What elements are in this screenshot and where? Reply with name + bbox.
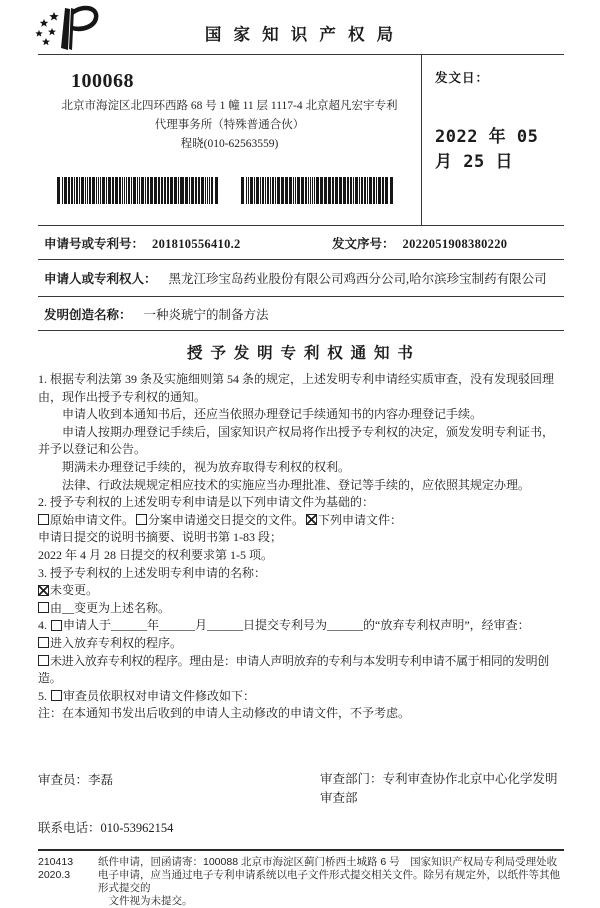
form-code-1: 210413 (38, 855, 74, 868)
checkbox-enter-abandon[interactable] (38, 637, 49, 648)
application-number-value: 201810556410.2 (152, 237, 241, 251)
masthead (38, 0, 564, 55)
section4-option-enter (38, 635, 564, 653)
dispatch-date-cell (421, 55, 564, 225)
examiner-name: 李磊 (88, 772, 114, 787)
paragraph-1: 1. 根据专利法第 39 条及实施细则第 54 条的规定，上述发明专利申请经实质审查，没有发现驳回理由，现作出授予专利权的通知。 (38, 372, 555, 404)
option-not-enter-abandon-label: 未进入放弃专利权的程序。理由是：申请人声明放弃的专利与本发明专利申请不属于相同的发明创造。 (38, 653, 549, 686)
section3-option-changed (38, 600, 564, 618)
paragraph-2: 申请人收到本通知书后，还应当依照办理登记手续通知书的内容办理登记手续。 (62, 407, 483, 422)
department-name: 专利审查协作北京中心化学发明审查部 (320, 771, 558, 806)
paragraph-3: 申请人按期办理登记手续后，国家知识产权局将作出授予专利权的决定，颁发发明专利证书，并予以登记和公告。 (38, 424, 555, 457)
application-number-label: 申请号或专利号： (44, 237, 145, 251)
section3-intro: 3. 授予专利权的上述发明专利申请的名称： (38, 565, 267, 580)
footer-note-3: 文件视为未提交。 (108, 894, 193, 907)
option-divisional-files-label: 分案申请递交日提交的文件。 (148, 512, 305, 527)
serial-number-pair (332, 234, 507, 252)
checkbox-divisional-files[interactable] (136, 514, 147, 525)
address-line-1: 北京市海淀区北四环西路 68 号 1 幢 11 层 1117-4 北京超凡宏宇专利 (61, 100, 398, 112)
postal-code: 100068 (71, 70, 134, 92)
invention-title-row (38, 297, 564, 331)
agency-title: 国 家 知 识 产 权 局 (204, 25, 398, 44)
section2-intro: 2. 授予专利权的上述发明专利申请是以下列申请文件为基础的： (38, 495, 375, 510)
option-following-files-label: 下列申请文件： (318, 512, 403, 527)
barcode-row (57, 177, 421, 204)
document-title: 授 予 发 明 专 利 权 通 知 书 (187, 345, 415, 362)
section2-doc-line-2: 2022 年 4 月 28 日提交的权利要求第 1-5 项。 (38, 547, 273, 562)
applicant-label: 申请人或专利权人： (44, 272, 157, 286)
invention-title-value: 一种炎琥宁的制备方法 (143, 308, 269, 322)
section5-number: 5. (38, 688, 47, 703)
cnipa-emblem-icon (32, 6, 116, 52)
signature-block (38, 770, 564, 809)
checkbox-not-enter-abandon[interactable] (38, 655, 49, 666)
application-number-pair (44, 234, 332, 252)
section4-number: 4. (38, 618, 47, 633)
applicant-value: 黑龙江珍宝岛药业股份有限公司鸡西分公司,哈尔滨珍宝制药有限公司 (168, 272, 547, 286)
applicant-row (38, 260, 564, 297)
checkbox-name-unchanged[interactable] (38, 585, 49, 596)
department-line (320, 770, 564, 809)
dispatch-date-value: 2022 年 05 月 25 日 (435, 127, 539, 172)
section2-options (38, 512, 564, 530)
section2-doc-line-1: 申请日提交的说明书摘要、说明书第 1-83 段； (38, 530, 282, 545)
barcode-right-icon (241, 177, 393, 204)
serial-number-label: 发文序号： (332, 237, 395, 251)
checkbox-abandon-statement[interactable] (51, 620, 62, 631)
notice-body (38, 371, 564, 723)
phone-number: 010-53962154 (100, 820, 174, 835)
remark-line: 注：在本通知书发出后收到的申请人主动修改的申请文件，不予考虑。 (38, 706, 411, 721)
dispatch-date-label: 发文日： (435, 71, 490, 85)
footer-notes (98, 856, 564, 908)
phone-line (38, 818, 564, 836)
section5-intro-text: 审查员依职权对申请文件修改如下： (63, 688, 256, 703)
form-codes (38, 856, 98, 908)
examiner-line (38, 770, 320, 809)
checkbox-following-files[interactable] (306, 514, 317, 525)
recipient-address-block (38, 55, 421, 225)
invention-title-label: 发明创造名称： (44, 308, 132, 322)
section4-intro-text: 申请人于______年______月______日提交专利号为______的“放弃专利权声明”，经审查： (63, 618, 530, 633)
phone-label: 联系电话： (38, 820, 101, 835)
examiner-label: 审查员： (38, 772, 89, 787)
section5-intro (38, 688, 564, 706)
paragraph-4: 期满未办理登记手续的，视为放弃取得专利权的权利。 (62, 459, 351, 474)
checkbox-name-changed[interactable] (38, 602, 49, 613)
section4-option-not-enter (38, 653, 564, 688)
address-line-3: 程晓(010-62563559) (180, 138, 279, 150)
footer-note-2: 电子申请，应当通过电子专利申请系统以电子文件形式提交相关文件。除另有规定外，以纸件等其他形式提交的 (98, 868, 560, 894)
checkbox-original-files[interactable] (38, 514, 49, 525)
address-line-2: 代理事务所（特殊普通合伙） (154, 119, 305, 131)
paragraph-5: 法律、行政法规规定相应技术的实施应当办理批准、登记等手续的，应依照其规定办理。 (62, 477, 531, 492)
option-name-unchanged-label: 未变更。 (50, 583, 99, 598)
option-name-changed-label: 由__变更为上述名称。 (50, 600, 171, 615)
footer-note-1: 纸件申请，回函请寄：100088 北京市海淀区蓟门桥西土城路 6 号 国家知识产权局专利局受理处收 (98, 855, 558, 868)
option-original-files-label: 原始申请文件。 (50, 512, 135, 527)
department-label: 审查部门： (320, 771, 383, 786)
serial-number-value: 2022051908380220 (402, 237, 508, 251)
option-enter-abandon-label: 进入放弃专利权的程序。 (50, 635, 183, 650)
application-number-row (38, 226, 564, 260)
address-date-grid (38, 55, 564, 226)
section4-intro (38, 617, 564, 635)
checkbox-examiner-amended[interactable] (51, 690, 62, 701)
form-code-2: 2020.3 (38, 868, 71, 881)
footer (38, 849, 564, 908)
barcode-left-icon (57, 177, 218, 204)
section3-option-unchanged (38, 582, 564, 600)
